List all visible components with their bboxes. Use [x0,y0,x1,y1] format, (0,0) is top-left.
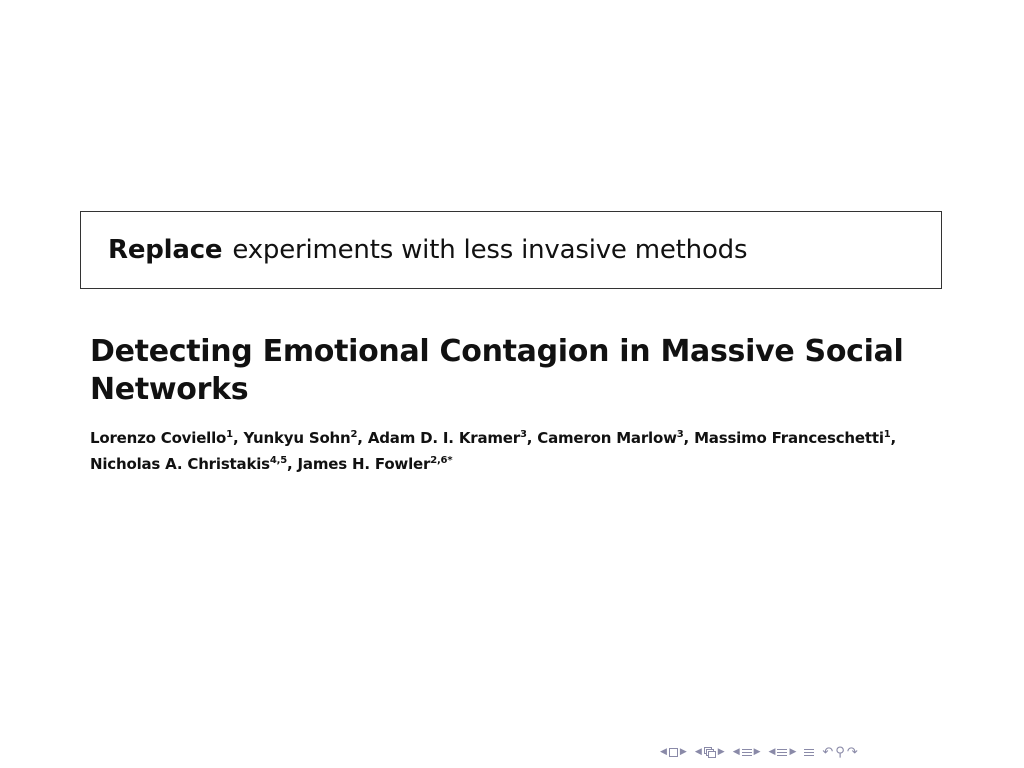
author-separator: , [683,429,695,447]
nav-section-right-icon[interactable]: ▶ [789,747,797,757]
nav-slide-icon [669,745,678,759]
author [90,429,243,447]
nav-subsection-right-icon[interactable]: ▶ [753,747,761,757]
nav-frame-left-icon[interactable]: ◀ [694,747,702,757]
author-separator: , [232,429,244,447]
nav-back-icon[interactable]: ↶ [822,744,834,760]
author [90,455,298,473]
nav-slide-left-icon[interactable]: ◀ [660,747,667,757]
nav-toc-icon[interactable] [804,745,814,759]
nav-search-icon[interactable]: ⚲ [835,744,845,760]
author-affiliation: 1 [883,429,891,440]
nav-slide-right-icon[interactable]: ▶ [679,747,687,757]
author-affiliation: 1 [226,429,233,440]
author-separator: , [287,455,298,473]
author-affiliation: 2 [350,429,358,440]
author-name: Adam D. I. Kramer [367,429,520,447]
author-separator: , [526,429,538,447]
author-separator: , [357,429,368,447]
author-affiliation: 4,5 [269,455,288,466]
beamer-navigation-bar [660,744,1020,760]
author-affiliation: 3 [676,429,684,440]
callout-keyword: Replace [108,235,223,265]
author-separator: , [890,429,897,447]
nav-forward-icon[interactable]: ↷ [846,744,858,760]
callout-text: experiments with less invasive methods [232,235,748,265]
author [243,429,367,447]
author-list [90,425,970,477]
author [298,455,453,473]
nav-section-icon [777,745,787,759]
author-name: Massimo Franceschetti [694,429,884,447]
callout-box [80,211,942,289]
nav-subsection-left-icon[interactable]: ◀ [732,747,740,757]
author-name: Lorenzo Coviello [90,429,227,447]
author [368,429,537,447]
nav-section-left-icon[interactable]: ◀ [768,747,776,757]
author-name: Nicholas A. Christakis [90,455,270,473]
nav-frame-right-icon[interactable]: ▶ [717,747,725,757]
author-name: James H. Fowler [297,455,431,473]
author [694,429,896,447]
author-name: Yunkyu Sohn [243,429,351,447]
author [537,429,694,447]
paper-title: Detecting Emotional Contagion in Massive Social Networks [90,334,904,407]
author-affiliation: 3 [519,429,527,440]
author-affiliation: 2,6* [430,455,453,466]
author-name: Cameron Marlow [537,429,677,447]
nav-frame-icon [704,745,716,759]
nav-subsection-icon [742,745,752,759]
